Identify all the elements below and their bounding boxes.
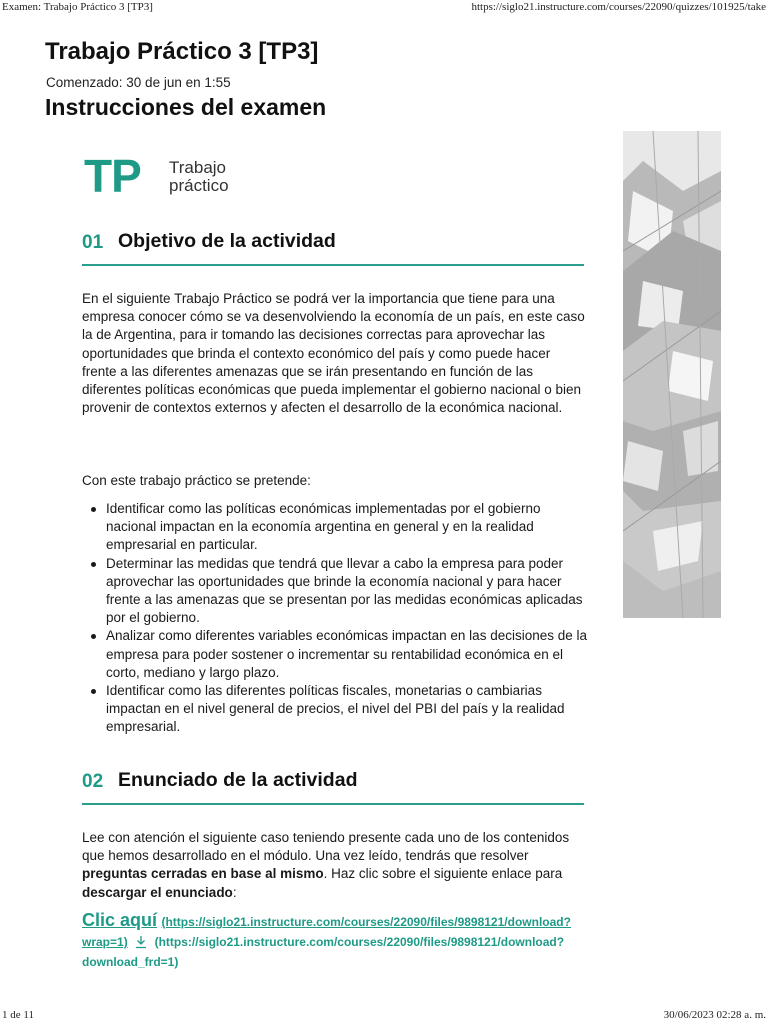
download-icon[interactable] [134, 935, 148, 949]
tp-logo-text [169, 159, 259, 195]
tp-logo-line1: Trabajo [169, 158, 227, 177]
print-timestamp: 30/06/2023 02:28 a. m. [663, 1009, 766, 1021]
enunciado-bold-2: descargar el enunciado [82, 884, 233, 900]
section-title: Objetivo de la actividad [118, 230, 336, 252]
list-item: Analizar como diferentes variables económicas impactan en las decisiones de la empresa para poder sostener o incrementar su rentabilidad económica en el corto, mediano y largo plazo. [82, 627, 587, 682]
download-url-link[interactable]: (https://siglo21.instructure.com/courses/22090/files/9898121/download?download_frd=1) [82, 935, 565, 969]
objetivo-paragraph: En el siguiente Trabajo Práctico se podrá ver la importancia que tiene para una empresa conocer cómo se va desenvolviendo la economía de un país, en este caso la de Argentina, para ir tomando las decisiones correctas para aprovechar las oportunidades que brinda el contexto económico del país y como puede hacer frente a las diferentes amenazas que se irán presentando en función de las diferentes políticas económicas que pueda implementar el gobierno nacional o bien provenir de contextos externos y afecten el desarrollo de la económica nacional. [82, 291, 585, 416]
enunciado-bold-1: preguntas cerradas en base al mismo [82, 866, 324, 882]
section-title: Enunciado de la actividad [118, 769, 358, 791]
enunciado-text-1: Lee con atención el siguiente caso teniendo presente cada uno de los contenidos que hemos desarrollado en el módulo. Una vez leído, tendrás que resolver [82, 830, 570, 864]
enunciado-text-3: : [232, 884, 237, 900]
list-item: Identificar como las políticas económicas implementadas por el gobierno nacional impactan en la economía argentina en general y en la realidad empresarial en particular. [82, 500, 587, 555]
objetivo-bullet-list [82, 500, 587, 737]
decorative-side-image [623, 131, 721, 618]
architecture-photo-icon [623, 131, 721, 618]
page-count: 1 de 11 [2, 1009, 34, 1021]
section-number: 01 [82, 232, 104, 253]
list-item: Identificar como las diferentes políticas fiscales, monetarias o cambiarias impactan en el nivel general de precios, el nivel del PBI del país y la realidad empresarial. [82, 682, 587, 737]
tp-logo-line2: práctico [169, 176, 229, 195]
section-objetivo-header [82, 228, 584, 266]
download-links [82, 910, 587, 972]
print-header-url: https://siglo21.instructure.com/courses/22090/quizzes/101925/take [471, 1, 766, 13]
enunciado-paragraph [82, 829, 587, 902]
file-url-link[interactable]: (https://siglo21.instructure.com/courses/22090/files/9898121/download?wrap=1) [82, 915, 571, 949]
print-header-title: Examen: Trabajo Práctico 3 [TP3] [2, 1, 153, 13]
page-title: Trabajo Práctico 3 [TP3] [45, 38, 319, 65]
section-number: 02 [82, 771, 104, 792]
enunciado-text-2: . Haz clic sobre el siguiente enlace para [323, 866, 563, 882]
tp-logo-mark: TP [84, 150, 141, 202]
print-footer [0, 1008, 768, 1024]
list-item: Determinar las medidas que tendrá que llevar a cabo la empresa para poder aprovechar las oportunidades que brinde la economía nacional y para hacer frente a las amenazas que se presentan por las medidas económicas aplicadas por el gobierno. [82, 555, 587, 628]
print-header [0, 0, 768, 16]
objetivo-intro: Con este trabajo práctico se pretende: [82, 473, 311, 488]
section-enunciado-header [82, 767, 584, 805]
clic-aqui-link[interactable]: Clic aquí [82, 910, 158, 930]
instructions-title: Instrucciones del examen [45, 94, 327, 120]
started-timestamp: Comenzado: 30 de jun en 1:55 [46, 75, 231, 90]
